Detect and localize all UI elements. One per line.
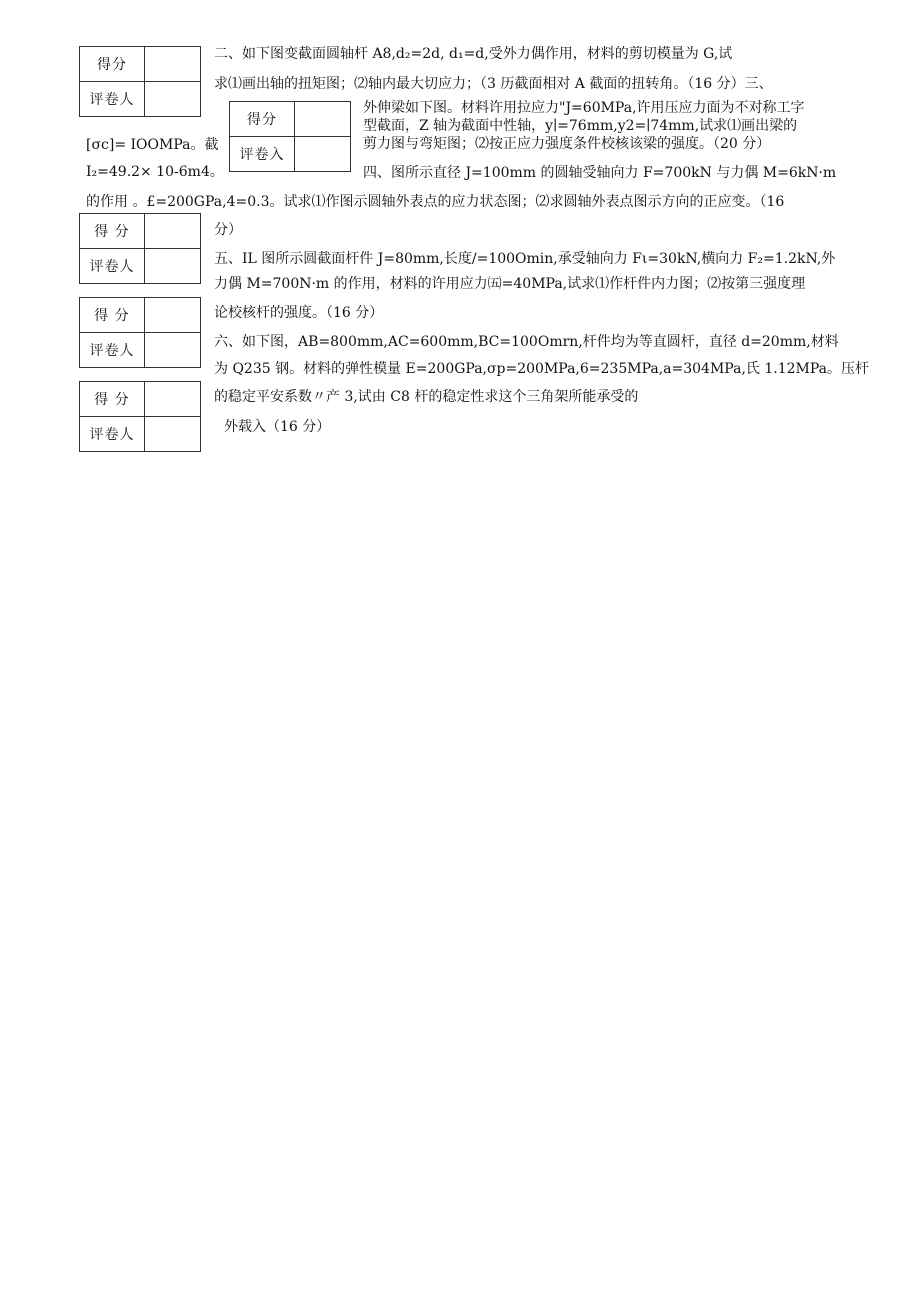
score-cell xyxy=(145,382,201,417)
score-table-5 xyxy=(79,381,201,452)
grader-label: 评卷人 xyxy=(80,82,145,117)
score-table-3 xyxy=(79,213,201,284)
q5-line-1: 五、IL 图所示圆截面杆件 J=80mm,长度/=100Omin,承受轴向力 Fι=30kN,横向力 F₂=1.2kN,外 xyxy=(214,251,836,267)
grader-label: 评卷人 xyxy=(80,417,145,452)
q4-line-1: 四、图所示直径 J=100mm 的圆轴受轴向力 F=700kN 与力偶 M=6kN·m xyxy=(363,165,837,181)
score-cell xyxy=(145,47,201,82)
score-cell xyxy=(145,214,201,249)
grader-cell xyxy=(145,249,201,284)
grader-cell xyxy=(145,333,201,368)
q3-line-3: 剪力图与弯矩图；⑵按正应力强度条件校核该梁的强度。（20 分） xyxy=(363,136,771,152)
q3-line-1: 外伸梁如下图。材料许用拉应力"J=60MPa,许用压应力面为不对称工字 xyxy=(363,100,805,116)
q2-line-1: 二、如下图变截面圆轴杆 A8,d₂=2d, d₁=d,受外力偶作用，材料的剪切模量为 G,试 xyxy=(214,46,733,62)
grader-label: 评卷人 xyxy=(80,249,145,284)
q6-line-2: 为 Q235 钢。材料的弹性模量 E=200GPa,σp=200MPa,6=235MPa,a=304MPa,氏 1.12MPa。压杆 xyxy=(214,361,869,377)
score-label: 得 分 xyxy=(80,214,145,249)
grader-cell xyxy=(295,137,351,172)
grader-cell xyxy=(145,82,201,117)
score-label: 得 分 xyxy=(80,298,145,333)
score-table-4 xyxy=(79,297,201,368)
q4-line-3: 分） xyxy=(214,222,242,238)
grader-cell xyxy=(145,417,201,452)
score-table-1 xyxy=(79,46,201,117)
q3-line-2: 型截面，Z 轴为截面中性轴，y∣=76mm,y2=∣74mm,试求⑴画出梁的 xyxy=(363,118,798,134)
q4-line-2: 的作用 。£=200GPa,4=0.3。试求⑴作图示圆轴外表点的应力状态图；⑵求圆轴外表点图示方向的正应变。（16 xyxy=(86,194,785,210)
q3-left-line-2: I₂=49.2× 10-6m4。 xyxy=(86,164,224,180)
q2-line-2: 求⑴画出轴的扭矩图；⑵轴内最大切应力；（3 历截面相对 A 截面的扭转角。（16 分）三、 xyxy=(214,76,773,92)
q5-line-3: 论校核杆的强度。（16 分） xyxy=(214,305,384,321)
q6-line-3: 的稳定平安系数〃产 3,试由 C8 杆的稳定性求这个三角架所能承受的 xyxy=(214,389,639,405)
score-label: 得 分 xyxy=(80,382,145,417)
q5-line-2: 力偶 M=700N·m 的作用，材料的许用应力㈤=40MPa,试求⑴作杆件内力图；⑵按第三强度理 xyxy=(214,276,806,292)
grader-label: 评卷入 xyxy=(230,137,295,172)
score-label: 得分 xyxy=(80,47,145,82)
score-label: 得分 xyxy=(230,102,295,137)
q6-line-1: 六、如下图，AB=800mm,AC=600mm,BC=100Omrn,杆件均为等直圆杆，直径 d=20mm,材料 xyxy=(214,334,839,350)
score-cell xyxy=(295,102,351,137)
q3-left-line-1: [σc]= IOOMPa。截 xyxy=(86,137,219,153)
score-cell xyxy=(145,298,201,333)
grader-label: 评卷人 xyxy=(80,333,145,368)
score-table-2 xyxy=(229,101,351,172)
q6-line-4: 外载入（16 分） xyxy=(224,419,331,435)
